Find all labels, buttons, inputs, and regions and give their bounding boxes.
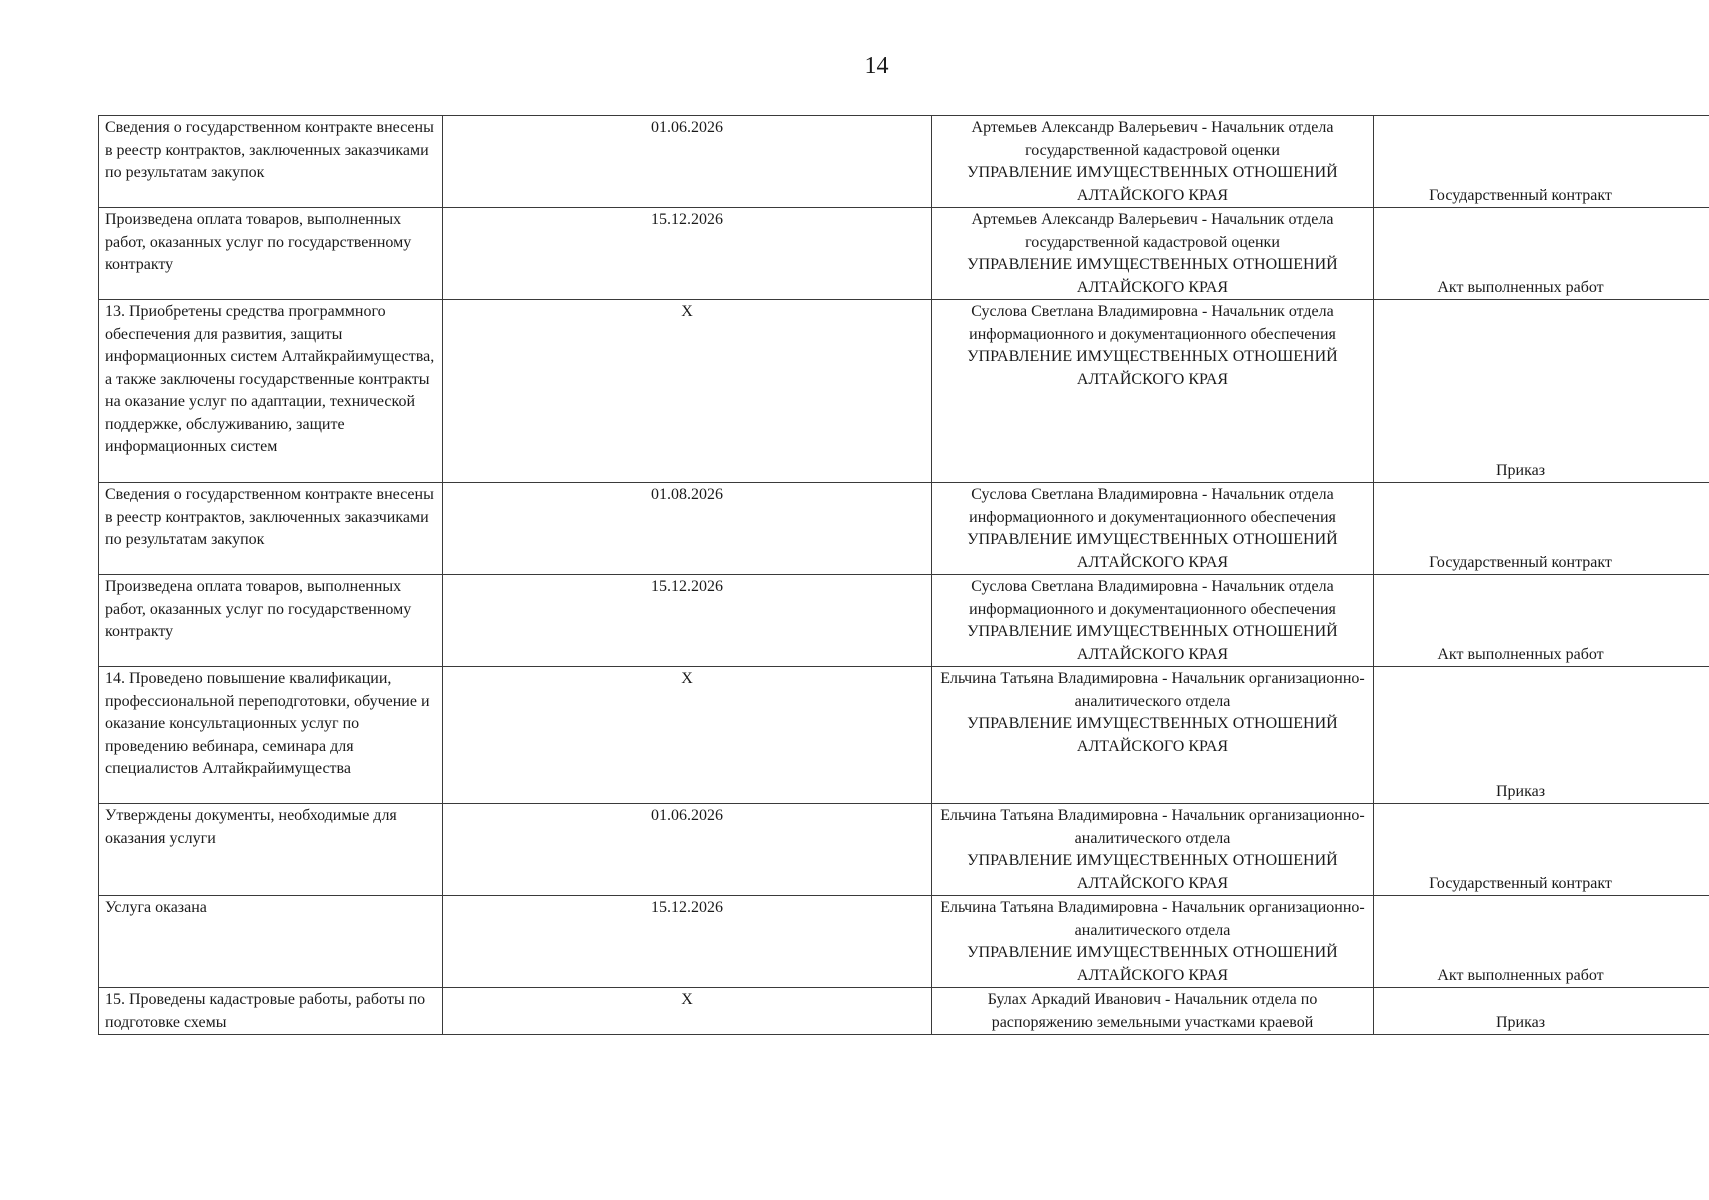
responsible-name: Артемьев Александр Валерьевич - Начальник отдела государственной кадастровой оценки — [971, 211, 1334, 251]
event-cell: Произведена оплата товаров, выполненных работ, оказанных услуг по государственному контракту — [99, 575, 443, 667]
responsible-name: Ельчина Татьяна Владимировна - Начальник организационно-аналитического отдела — [940, 899, 1365, 939]
responsible-cell — [932, 300, 1374, 483]
responsible-organization: УПРАВЛЕНИЕ ИМУЩЕСТВЕННЫХ ОТНОШЕНИЙ АЛТАЙСКОГО КРАЯ — [967, 164, 1338, 204]
date-cell: 15.12.2026 — [443, 896, 932, 988]
event-cell: Сведения о государственном контракте внесены в реестр контрактов, заключенных заказчиками по результатам закупок — [99, 483, 443, 575]
event-cell: 15. Проведены кадастровые работы, работы по подготовке схемы — [99, 988, 443, 1035]
document-cell: Приказ — [1374, 988, 1709, 1035]
event-cell: 14. Проведено повышение квалификации, профессиональной переподготовки, обучение и оказание консультационных услуг по проведению вебинара, семинара для специалистов Алтайкрайимущества — [99, 667, 443, 804]
document-cell: Государственный контракт — [1374, 483, 1709, 575]
responsible-organization: УПРАВЛЕНИЕ ИМУЩЕСТВЕННЫХ ОТНОШЕНИЙ АЛТАЙСКОГО КРАЯ — [967, 531, 1338, 571]
responsible-cell — [932, 896, 1374, 988]
responsible-cell — [932, 575, 1374, 667]
document-cell: Приказ — [1374, 300, 1709, 483]
table-row — [99, 300, 1709, 483]
responsible-cell — [932, 208, 1374, 300]
event-cell: Утверждены документы, необходимые для оказания услуги — [99, 804, 443, 896]
document-cell: Акт выполненных работ — [1374, 575, 1709, 667]
date-cell: 01.08.2026 — [443, 483, 932, 575]
event-cell: Сведения о государственном контракте внесены в реестр контрактов, заключенных заказчиками по результатам закупок — [99, 116, 443, 208]
responsible-cell — [932, 116, 1374, 208]
table-row — [99, 896, 1709, 988]
event-cell: Услуга оказана — [99, 896, 443, 988]
table-row — [99, 116, 1709, 208]
page-number: 14 — [864, 53, 889, 79]
responsible-cell — [932, 988, 1374, 1035]
responsible-organization: УПРАВЛЕНИЕ ИМУЩЕСТВЕННЫХ ОТНОШЕНИЙ АЛТАЙСКОГО КРАЯ — [967, 256, 1338, 296]
document-cell: Акт выполненных работ — [1374, 896, 1709, 988]
responsible-organization: УПРАВЛЕНИЕ ИМУЩЕСТВЕННЫХ ОТНОШЕНИЙ АЛТАЙСКОГО КРАЯ — [967, 944, 1338, 984]
responsible-name: Ельчина Татьяна Владимировна - Начальник организационно-аналитического отдела — [940, 807, 1365, 847]
responsible-organization: УПРАВЛЕНИЕ ИМУЩЕСТВЕННЫХ ОТНОШЕНИЙ АЛТАЙСКОГО КРАЯ — [967, 348, 1338, 388]
responsible-cell — [932, 667, 1374, 804]
date-cell: 15.12.2026 — [443, 575, 932, 667]
responsible-name: Суслова Светлана Владимировна - Начальник отдела информационного и документационного обеспечения — [969, 303, 1336, 343]
table-row — [99, 667, 1709, 804]
date-cell: 01.06.2026 — [443, 116, 932, 208]
table-row — [99, 483, 1709, 575]
table-row — [99, 988, 1709, 1035]
responsible-name: Артемьев Александр Валерьевич - Начальник отдела государственной кадастровой оценки — [971, 119, 1334, 159]
event-cell: Произведена оплата товаров, выполненных работ, оказанных услуг по государственному контракту — [99, 208, 443, 300]
event-cell: 13. Приобретены средства программного обеспечения для развития, защиты информационных систем Алтайкрайимущества, а также заключены государственные контракты на оказание услуг по адаптации, технической поддержке, обслуживанию, защите информационных систем — [99, 300, 443, 483]
table-row — [99, 208, 1709, 300]
table-row — [99, 575, 1709, 667]
date-cell: X — [443, 667, 932, 804]
responsible-name: Суслова Светлана Владимировна - Начальник отдела информационного и документационного обеспечения — [969, 486, 1336, 526]
document-cell: Акт выполненных работ — [1374, 208, 1709, 300]
responsible-name: Ельчина Татьяна Владимировна - Начальник организационно-аналитического отдела — [940, 670, 1365, 710]
responsible-name: Булах Аркадий Иванович - Начальник отдела по распоряжению земельными участками краевой — [987, 991, 1318, 1031]
responsible-organization: УПРАВЛЕНИЕ ИМУЩЕСТВЕННЫХ ОТНОШЕНИЙ АЛТАЙСКОГО КРАЯ — [967, 623, 1338, 663]
document-cell: Приказ — [1374, 667, 1709, 804]
document-cell: Государственный контракт — [1374, 116, 1709, 208]
date-cell: 01.06.2026 — [443, 804, 932, 896]
responsible-cell — [932, 483, 1374, 575]
responsible-organization: УПРАВЛЕНИЕ ИМУЩЕСТВЕННЫХ ОТНОШЕНИЙ АЛТАЙСКОГО КРАЯ — [967, 852, 1338, 892]
document-cell: Государственный контракт — [1374, 804, 1709, 896]
table-row — [99, 804, 1709, 896]
date-cell: X — [443, 988, 932, 1035]
responsible-cell — [932, 804, 1374, 896]
plan-table — [98, 115, 1709, 1035]
date-cell: X — [443, 300, 932, 483]
responsible-organization: УПРАВЛЕНИЕ ИМУЩЕСТВЕННЫХ ОТНОШЕНИЙ АЛТАЙСКОГО КРАЯ — [967, 715, 1338, 755]
date-cell: 15.12.2026 — [443, 208, 932, 300]
responsible-name: Суслова Светлана Владимировна - Начальник отдела информационного и документационного обеспечения — [969, 578, 1336, 618]
